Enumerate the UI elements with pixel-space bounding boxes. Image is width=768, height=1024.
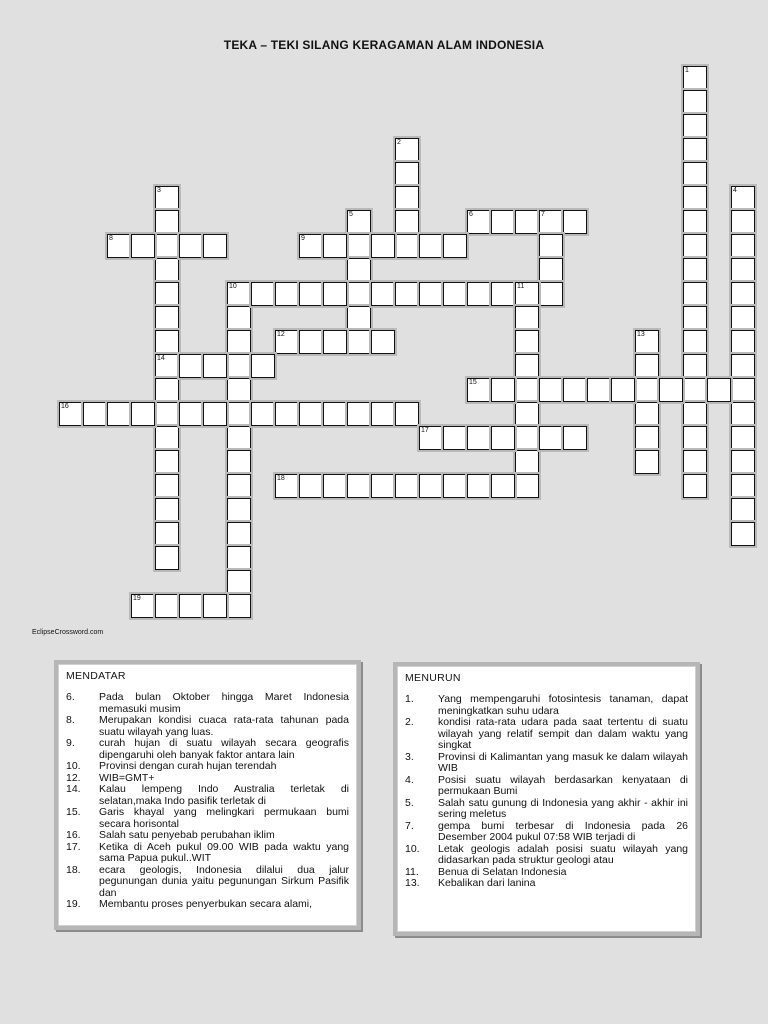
across-clue — [66, 692, 349, 715]
down-clue — [405, 844, 688, 867]
crossword-cell[interactable] — [731, 306, 755, 330]
crossword-cell[interactable] — [731, 426, 755, 450]
crossword-cell[interactable] — [155, 234, 179, 258]
clue-number: 13 — [637, 331, 645, 338]
across-clue — [66, 830, 349, 842]
crossword-cell[interactable] — [731, 450, 755, 474]
crossword-cell[interactable] — [515, 330, 539, 354]
crossword-cell[interactable] — [347, 258, 371, 282]
crossword-cell[interactable] — [443, 234, 467, 258]
crossword-cell[interactable] — [131, 402, 155, 426]
crossword-cell[interactable] — [155, 354, 179, 378]
clue-number: 16 — [61, 403, 69, 410]
crossword-cell[interactable] — [299, 330, 323, 354]
crossword-cell[interactable] — [251, 282, 275, 306]
crossword-cell[interactable] — [155, 426, 179, 450]
crossword-cell[interactable] — [491, 426, 515, 450]
crossword-cell[interactable] — [731, 402, 755, 426]
clue-number-label: 1. — [405, 693, 414, 705]
clue-number: 1 — [685, 67, 689, 74]
crossword-cell[interactable] — [467, 474, 491, 498]
clue-text: Kalau lempeng Indo Australia terletak di selatan,maka Indo pasifik terletak di — [99, 783, 349, 807]
crossword-cell[interactable] — [683, 258, 707, 282]
clue-text: Kebalikan dari lanina — [438, 877, 536, 889]
crossword-cell[interactable] — [371, 282, 395, 306]
down-clue — [405, 878, 688, 890]
clue-number-label: 9. — [66, 737, 75, 749]
clue-number: 12 — [277, 331, 285, 338]
crossword-cell[interactable] — [539, 426, 563, 450]
crossword-cell[interactable] — [683, 282, 707, 306]
crossword-cell[interactable] — [467, 426, 491, 450]
crossword-cell[interactable] — [227, 594, 251, 618]
crossword-cell[interactable] — [179, 234, 203, 258]
down-clue — [405, 821, 688, 844]
crossword-cell[interactable] — [395, 474, 419, 498]
crossword-cell[interactable] — [347, 306, 371, 330]
crossword-cell[interactable] — [443, 474, 467, 498]
crossword-cell[interactable] — [179, 594, 203, 618]
crossword-cell[interactable] — [515, 354, 539, 378]
crossword-cell[interactable] — [227, 570, 251, 594]
clue-text: Letak geologis adalah posisi suatu wilayah yang didasarkan pada struktur geologi atau — [438, 842, 688, 866]
crossword-cell[interactable] — [83, 402, 107, 426]
clue-number: 19 — [133, 595, 141, 602]
clue-number-label: 11. — [405, 865, 419, 878]
clue-text: Garis khayal yang melingkari permukaan bumi secara horisontal — [99, 806, 349, 830]
clue-text: curah hujan di suatu wilayah secara geografis dipengaruhi oleh banyak faktor antara lain — [99, 737, 349, 761]
down-clue — [405, 694, 688, 717]
crossword-cell[interactable] — [491, 210, 515, 234]
crossword-cell[interactable] — [347, 210, 371, 234]
crossword-cell[interactable] — [731, 210, 755, 234]
crossword-cell[interactable] — [395, 282, 419, 306]
crossword-cell[interactable] — [203, 234, 227, 258]
crossword-cell[interactable] — [419, 282, 443, 306]
crossword-cell[interactable] — [131, 234, 155, 258]
crossword-cell[interactable] — [347, 282, 371, 306]
crossword-cell[interactable] — [635, 450, 659, 474]
crossword-cell[interactable] — [227, 378, 251, 402]
clue-number-label: 12. — [66, 771, 81, 784]
crossword-cell[interactable] — [539, 282, 563, 306]
crossword-cell[interactable] — [515, 282, 539, 306]
clue-number-label: 19. — [66, 898, 81, 910]
crossword-cell[interactable] — [443, 282, 467, 306]
crossword-cell[interactable] — [539, 258, 563, 282]
crossword-cell[interactable] — [419, 426, 443, 450]
crossword-cell[interactable] — [347, 402, 371, 426]
clue-number: 7 — [541, 211, 545, 218]
crossword-cell[interactable] — [635, 378, 659, 402]
crossword-cell[interactable] — [227, 330, 251, 354]
clue-text: Salah satu penyebab perubahan iklim — [99, 829, 275, 841]
clue-number: 15 — [469, 379, 477, 386]
crossword-cell[interactable] — [659, 378, 683, 402]
crossword-cell[interactable] — [731, 282, 755, 306]
clue-number: 10 — [229, 283, 237, 290]
crossword-cell[interactable] — [371, 474, 395, 498]
crossword-cell[interactable] — [515, 378, 539, 402]
crossword-cell[interactable] — [227, 522, 251, 546]
crossword-cell[interactable] — [467, 210, 491, 234]
crossword-cell[interactable] — [179, 402, 203, 426]
crossword-cell[interactable] — [683, 66, 707, 90]
crossword-cell[interactable] — [155, 594, 179, 618]
crossword-cell[interactable] — [275, 282, 299, 306]
clue-text: Pada bulan Oktober hingga Maret Indonesia memasuki musim — [99, 691, 349, 715]
crossword-cell[interactable] — [491, 282, 515, 306]
crossword-cell[interactable] — [587, 378, 611, 402]
crossword-cell[interactable] — [395, 186, 419, 210]
crossword-cell[interactable] — [683, 210, 707, 234]
clue-text: Salah satu gunung di Indonesia yang akhir - akhir ini sering meletus — [438, 796, 688, 820]
crossword-cell[interactable] — [371, 330, 395, 354]
crossword-cell[interactable] — [227, 354, 251, 378]
crossword-cell[interactable] — [155, 330, 179, 354]
clue-number-label: 3. — [405, 750, 414, 763]
crossword-cell[interactable] — [683, 114, 707, 138]
crossword-cell[interactable] — [155, 546, 179, 570]
crossword-cell[interactable] — [227, 282, 251, 306]
down-clue — [405, 752, 688, 775]
crossword-cell[interactable] — [683, 402, 707, 426]
clue-number: 9 — [301, 235, 305, 242]
crossword-cell[interactable] — [635, 354, 659, 378]
down-clue — [405, 775, 688, 798]
crossword-cell[interactable] — [227, 546, 251, 570]
clue-number-label: 15. — [66, 806, 81, 818]
clue-number-label: 5. — [405, 796, 414, 809]
crossword-cell[interactable] — [683, 354, 707, 378]
across-clue-list — [66, 692, 349, 911]
crossword-cell[interactable] — [731, 498, 755, 522]
crossword-cell[interactable] — [323, 234, 347, 258]
clue-text: WIB=GMT+ — [99, 771, 155, 784]
crossword-cell[interactable] — [323, 282, 347, 306]
crossword-cell[interactable] — [155, 498, 179, 522]
clue-number: 8 — [109, 235, 113, 242]
clues-down-panel — [393, 662, 700, 936]
crossword-cell[interactable] — [563, 426, 587, 450]
crossword-cell[interactable] — [203, 402, 227, 426]
clue-number-label: 10. — [405, 842, 420, 855]
crossword-cell[interactable] — [683, 474, 707, 498]
crossword-cell[interactable] — [539, 210, 563, 234]
crossword-cell[interactable] — [155, 306, 179, 330]
crossword-cell[interactable] — [731, 186, 755, 210]
crossword-cell[interactable] — [419, 474, 443, 498]
across-clue — [66, 784, 349, 807]
crossword-cell[interactable] — [275, 330, 299, 354]
crossword-cell[interactable] — [515, 474, 539, 498]
crossword-cell[interactable] — [395, 138, 419, 162]
clue-number: 2 — [397, 139, 401, 146]
crossword-cell[interactable] — [467, 282, 491, 306]
clue-number-label: 8. — [66, 714, 75, 726]
clue-number-label: 13. — [405, 877, 420, 889]
across-clue — [66, 761, 349, 773]
crossword-cell[interactable] — [683, 426, 707, 450]
clue-text: Ketika di Aceh pukul 09.00 WIB pada waktu yang sama Papua pukul..WIT — [99, 840, 349, 864]
crossword-cell[interactable] — [491, 378, 515, 402]
crossword-cell[interactable] — [467, 378, 491, 402]
across-clue — [66, 738, 349, 761]
crossword-cell[interactable] — [683, 186, 707, 210]
credit-text: EclipseCrossword.com — [32, 629, 104, 636]
crossword-cell[interactable] — [155, 210, 179, 234]
across-heading: MENDATAR — [66, 670, 126, 682]
crossword-cell[interactable] — [227, 426, 251, 450]
crossword-cell[interactable] — [683, 90, 707, 114]
crossword-cell[interactable] — [683, 450, 707, 474]
crossword-cell[interactable] — [251, 354, 275, 378]
across-clue — [66, 842, 349, 865]
crossword-cell[interactable] — [515, 402, 539, 426]
crossword-cell[interactable] — [155, 402, 179, 426]
clue-text: Benua di Selatan Indonesia — [438, 865, 567, 878]
crossword-cell[interactable] — [539, 378, 563, 402]
crossword-cell[interactable] — [731, 522, 755, 546]
crossword-cell[interactable] — [515, 450, 539, 474]
crossword-cell[interactable] — [227, 450, 251, 474]
crossword-cell[interactable] — [491, 474, 515, 498]
clue-number: 17 — [421, 427, 429, 434]
crossword-cell[interactable] — [731, 234, 755, 258]
clue-number-label: 17. — [66, 840, 81, 853]
crossword-cell[interactable] — [731, 354, 755, 378]
crossword-cell[interactable] — [731, 474, 755, 498]
crossword-cell[interactable] — [611, 378, 635, 402]
crossword-cell[interactable] — [395, 210, 419, 234]
crossword-cell[interactable] — [155, 378, 179, 402]
page-title: TEKA – TEKI SILANG KERAGAMAN ALAM INDONESIA — [223, 38, 545, 52]
clue-number-label: 16. — [66, 829, 81, 841]
crossword-cell[interactable] — [347, 234, 371, 258]
crossword-cell[interactable] — [227, 306, 251, 330]
crossword-cell[interactable] — [131, 594, 155, 618]
crossword-cell[interactable] — [155, 282, 179, 306]
clue-text: kondisi rata-rata udara pada saat tertentu di suatu wilayah yang relatif sempit dan dalam waktu yang singkat — [438, 716, 688, 751]
crossword-cell[interactable] — [683, 378, 707, 402]
clue-number-label: 2. — [405, 716, 414, 728]
crossword-cell[interactable] — [635, 330, 659, 354]
crossword-cell[interactable] — [107, 234, 131, 258]
crossword-cell[interactable] — [251, 402, 275, 426]
clue-number: 11 — [517, 283, 525, 290]
crossword-cell[interactable] — [107, 402, 131, 426]
clue-text: Provinsi dengan curah hujan terendah — [99, 760, 277, 772]
crossword-cell[interactable] — [155, 474, 179, 498]
crossword-cell[interactable] — [155, 258, 179, 282]
crossword-cell[interactable] — [563, 210, 587, 234]
crossword-cell[interactable] — [419, 234, 443, 258]
crossword-cell[interactable] — [227, 474, 251, 498]
crossword-cell[interactable] — [155, 186, 179, 210]
clue-number: 4 — [733, 187, 737, 194]
clue-number-label: 14. — [66, 783, 81, 795]
clue-number-label: 10. — [66, 760, 81, 772]
crossword-cell[interactable] — [323, 330, 347, 354]
crossword-cell[interactable] — [395, 162, 419, 186]
across-clue — [66, 899, 349, 911]
crossword-cell[interactable] — [539, 234, 563, 258]
crossword-cell[interactable] — [563, 378, 587, 402]
clue-number: 5 — [349, 211, 353, 218]
clue-number: 18 — [277, 475, 285, 482]
clue-text: Membantu proses penyerbukan secara alami, — [99, 898, 313, 910]
crossword-cell[interactable] — [323, 474, 347, 498]
clue-number: 14 — [157, 355, 165, 362]
across-clue — [66, 807, 349, 830]
crossword-cell[interactable] — [203, 354, 227, 378]
crossword-cell[interactable] — [155, 450, 179, 474]
crossword-cell[interactable] — [275, 474, 299, 498]
clue-number-label: 6. — [66, 691, 75, 703]
clue-text: Posisi suatu wilayah berdasarkan kenyataan di permukaan Bumi — [438, 773, 688, 797]
crossword-cell[interactable] — [299, 282, 323, 306]
crossword-cell[interactable] — [731, 258, 755, 282]
clue-number: 3 — [157, 187, 161, 194]
crossword-cell[interactable] — [203, 594, 227, 618]
crossword-cell[interactable] — [395, 234, 419, 258]
crossword-cell[interactable] — [371, 402, 395, 426]
down-clue-list — [405, 694, 688, 890]
across-clue — [66, 715, 349, 738]
crossword-cell[interactable] — [179, 354, 203, 378]
crossword-cell[interactable] — [683, 138, 707, 162]
crossword-cell[interactable] — [227, 402, 251, 426]
clue-number-label: 18. — [66, 863, 81, 876]
crossword-cell[interactable] — [515, 426, 539, 450]
crossword-cell[interactable] — [299, 234, 323, 258]
clues-across-panel — [54, 660, 361, 930]
crossword-cell[interactable] — [275, 402, 299, 426]
crossword-cell[interactable] — [731, 330, 755, 354]
crossword-cell[interactable] — [347, 330, 371, 354]
clue-text: gempa bumi terbesar di Indonesia pada 26 Desember 2004 pukul 07:58 WIB terjadi di — [438, 819, 688, 843]
crossword-cell[interactable] — [683, 162, 707, 186]
crossword-cell[interactable] — [299, 474, 323, 498]
down-heading: MENURUN — [405, 672, 461, 684]
crossword-cell[interactable] — [635, 426, 659, 450]
crossword-cell[interactable] — [371, 234, 395, 258]
crossword-cell[interactable] — [515, 210, 539, 234]
across-clue — [66, 865, 349, 900]
crossword-cell[interactable] — [683, 330, 707, 354]
crossword-cell[interactable] — [515, 306, 539, 330]
crossword-cell[interactable] — [347, 474, 371, 498]
clue-number-label: 4. — [405, 773, 414, 786]
crossword-cell[interactable] — [227, 498, 251, 522]
down-clue — [405, 717, 688, 752]
down-clue — [405, 798, 688, 821]
crossword-cell[interactable] — [299, 402, 323, 426]
crossword-cell[interactable] — [155, 522, 179, 546]
crossword-cell[interactable] — [731, 378, 755, 402]
crossword-cell[interactable] — [443, 426, 467, 450]
crossword-cell[interactable] — [683, 234, 707, 258]
clue-number-label: 7. — [405, 819, 414, 832]
crossword-cell[interactable] — [683, 306, 707, 330]
crossword-cell[interactable] — [707, 378, 731, 402]
crossword-cell[interactable] — [323, 402, 347, 426]
clue-number: 6 — [469, 211, 473, 218]
crossword-cell[interactable] — [59, 402, 83, 426]
crossword-cell[interactable] — [395, 402, 419, 426]
clue-text: Yang mempengaruhi fotosintesis tanaman, dapat meningkatkan suhu udara — [438, 693, 688, 717]
crossword-cell[interactable] — [635, 402, 659, 426]
clue-text: Provinsi di Kalimantan yang masuk ke dalam wilayah WIB — [438, 750, 688, 774]
clue-text: Merupakan kondisi cuaca rata-rata tahunan pada suatu wilayah yang luas. — [99, 714, 349, 738]
clue-text: ecara geologis, Indonesia dilalui dua jalur pegunungan dunia yaitu pegunungan Sirkum Pasifik dan — [99, 863, 349, 899]
